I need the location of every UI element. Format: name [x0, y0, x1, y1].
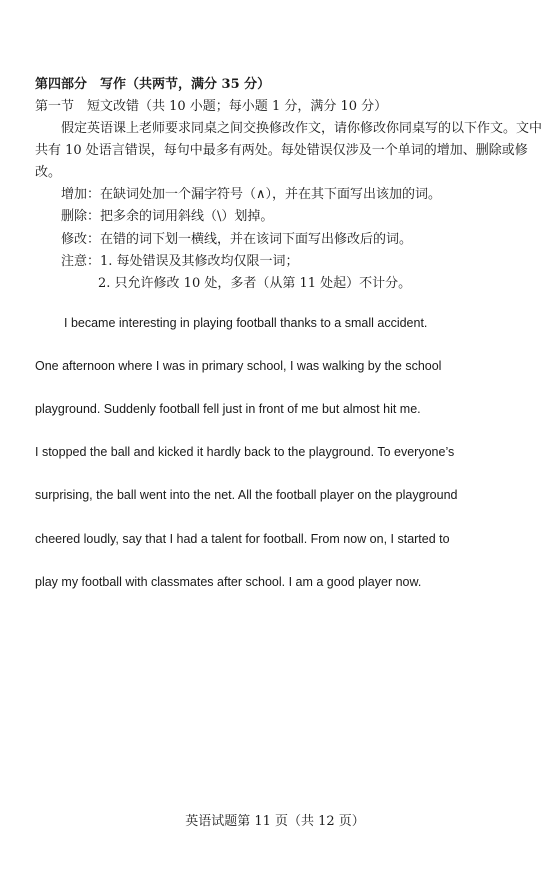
rule-note-1: 注意：1. 每处错误及其修改均仅限一词； [61, 254, 299, 269]
part-title: 第四部分 写作（共两节，满分 35 分） [35, 77, 271, 92]
instructions-paragraph [35, 118, 543, 184]
essay-line-4: I stopped the ball and kicked it hardly back to the playground. To everyone’s [35, 445, 455, 459]
rule-modify: 修改：在错的词下划一横线，并在该词下面写出修改后的词。 [61, 232, 413, 247]
instructions-line-2: 共有 10 处语言错误，每句中最多有两处。每处错误仅涉及一个单词的增加、删除或修 [35, 143, 528, 158]
instructions-line-1: 假定英语课上老师要求同桌之间交换修改作文，请你修改你同桌写的以下作文。文中 [61, 121, 543, 136]
essay-line-2: One afternoon where I was in primary school, I was walking by the school [35, 359, 442, 373]
section-title: 第一节 短文改错（共 10 小题；每小题 1 分，满分 10 分） [35, 99, 388, 114]
essay-line-1: I became interesting in playing football thanks to a small accident. [64, 316, 428, 330]
rule-note-2: 2. 只允许修改 10 处，多者（从第 11 处起）不计分。 [98, 276, 412, 291]
essay-line-5: surprising, the ball went into the net. All the football player on the playground [35, 488, 458, 502]
essay-line-7: play my football with classmates after school. I am a good player now. [35, 575, 422, 589]
essay-line-6: cheered loudly, say that I had a talent for football. From now on, I started to [35, 532, 450, 546]
page-footer: 英语试题第 11 页（共 12 页） [185, 814, 365, 829]
essay-line-3: playground. Suddenly football fell just in front of me but almost hit me. [35, 402, 421, 416]
instructions-line-3: 改。 [35, 165, 62, 180]
rule-add: 增加：在缺词处加一个漏字符号（∧），并在其下面写出该加的词。 [61, 187, 442, 202]
rule-delete: 删除：把多余的词用斜线（\）划掉。 [61, 209, 274, 224]
